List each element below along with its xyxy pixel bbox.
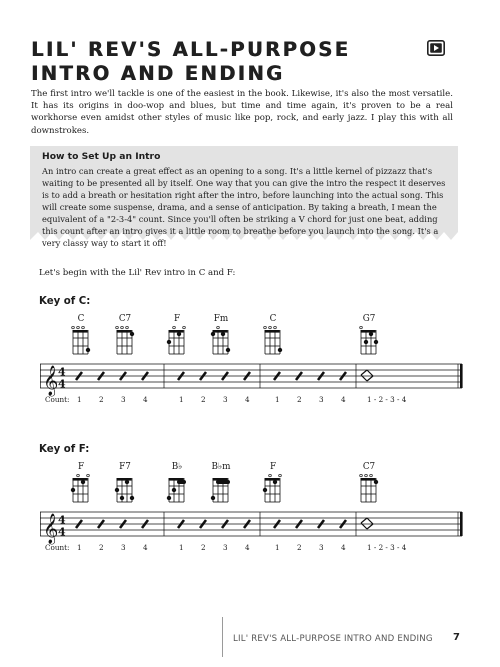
count-beat: 3 (223, 395, 228, 404)
chord-name: B♭ (171, 462, 183, 472)
chord-diagram-c7 (358, 462, 380, 506)
chord-diagram-c7 (114, 314, 136, 358)
footer-running-title: LIL' REV'S ALL-PURPOSE INTRO AND ENDING (233, 634, 433, 644)
chord-name: Fm (213, 314, 229, 324)
svg-text:4: 4 (58, 525, 66, 539)
count-beat: 4 (143, 395, 148, 404)
count-beat: 2 (201, 543, 206, 552)
sidebar-body: An intro can create a great effect as an opening to a song. It's a little kernel of pizzazz that's waiting to be presented all by itself. One way that you can give the intro the respect it deserves is to add a breath or hesitation right after the intro, before launching into the actual song. This will create some suspense, drama, and a sense of anticipation. By taking a breath, I mean the equivalent of a "2-3-4" count. Since you'll often be striking a V chord for just one beat, adding this count after an intro gives it a little room to breathe before you launch into the song. It's a very classy way to start it off! (42, 166, 446, 248)
count-beat: 2 (99, 543, 104, 552)
svg-text:4: 4 (58, 377, 66, 391)
count-beat: 1 (275, 395, 280, 404)
chord-name: F7 (119, 462, 131, 472)
count-beat: 1 (275, 543, 280, 552)
chord-name: C (269, 314, 277, 324)
chord-diagram-f (166, 314, 188, 358)
chord-name: F (77, 462, 85, 472)
svg-text:4: 4 (58, 513, 66, 527)
treble-clef-icon: 𝄞 (43, 366, 59, 396)
chord-name: C7 (118, 314, 132, 324)
count-beat: 2 (297, 543, 302, 552)
intro-paragraph: The first intro we'll tackle is one of the easiest in the book. Likewise, it's also the most versatile. It has its origins in doo-wop and blues, but time and time again, it's proven to be a real workhorse even amidst other styles of music like pop, rock, and early jazz. I play this with all downstrokes. (31, 89, 453, 136)
count-beat: 4 (245, 543, 250, 552)
count-beat: 3 (319, 395, 324, 404)
page-number: 7 (453, 632, 460, 643)
chord-diagram-c (262, 314, 284, 358)
key-of-c-label: Key of C: (39, 296, 91, 307)
chord-diagram-g7 (358, 314, 380, 358)
count-label: Count: (45, 543, 70, 552)
key-of-f-label: Key of F: (39, 444, 90, 455)
sidebar-box (30, 146, 458, 246)
count-beat: 4 (341, 395, 346, 404)
count-beat: 1 - 2 - 3 - 4 (367, 543, 407, 552)
count-beat: 4 (143, 543, 148, 552)
chord-name: C (77, 314, 85, 324)
treble-clef-icon: 𝄞 (43, 514, 59, 544)
count-beat: 3 (121, 395, 126, 404)
count-label: Count: (45, 395, 70, 404)
chord-diagram-f (262, 462, 284, 506)
count-beat: 2 (99, 395, 104, 404)
count-beat: 4 (341, 543, 346, 552)
chord-name: F (269, 462, 277, 472)
svg-text:4: 4 (58, 365, 66, 379)
chord-name: F (173, 314, 181, 324)
count-beat: 2 (297, 395, 302, 404)
video-play-icon[interactable] (427, 40, 445, 56)
chord-diagram-f7 (114, 462, 136, 506)
chord-diagram-b-flat (166, 462, 188, 506)
count-beat: 3 (223, 543, 228, 552)
count-beat: 2 (201, 395, 206, 404)
chord-diagram-f (70, 462, 92, 506)
chord-name: C7 (362, 462, 376, 472)
chord-diagram-c (70, 314, 92, 358)
count-beat: 3 (121, 543, 126, 552)
count-beat: 1 (179, 395, 184, 404)
chord-name: B♭m (211, 462, 231, 472)
chord-name: G7 (362, 314, 376, 324)
count-beat: 4 (245, 395, 250, 404)
count-beat: 1 (77, 543, 82, 552)
footer-divider (222, 617, 223, 657)
sidebar-heading: How to Set Up an Intro (42, 151, 161, 162)
lead-in-text: Let's begin with the Lil' Rev intro in C and F: (39, 268, 236, 278)
page-title: LIL' REV'S ALL-PURPOSE INTRO AND ENDING (31, 38, 351, 85)
count-beat: 1 - 2 - 3 - 4 (367, 395, 407, 404)
chord-diagram-b-flat-minor (210, 462, 232, 506)
chord-diagram-fm (210, 314, 232, 358)
count-beat: 1 (77, 395, 82, 404)
count-beat: 1 (179, 543, 184, 552)
count-beat: 3 (319, 543, 324, 552)
